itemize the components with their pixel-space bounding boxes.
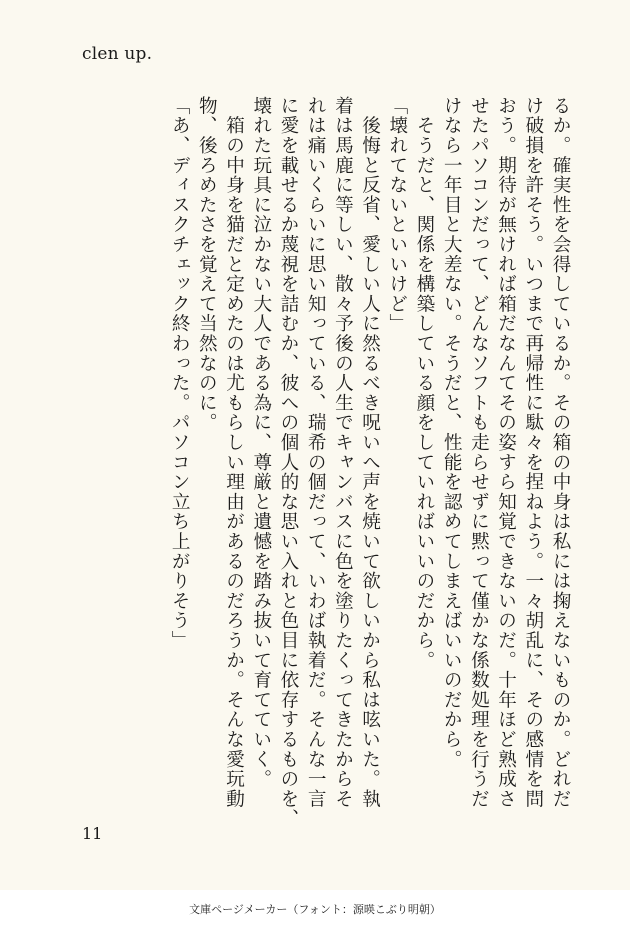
page-number: 11 bbox=[82, 824, 103, 843]
text-column: 壊れた玩具に泣かない大人である為に、尊厳と遺憾を踏み抜いて育てていく。 bbox=[250, 96, 272, 789]
running-header: clen up. bbox=[82, 44, 153, 64]
text-column: るか。確実性を会得しているか。その箱の中身は私には掬えないものか。どれだ bbox=[550, 96, 571, 809]
text-column: そうだと、関係を構築している顔をしていればいいのだから。 bbox=[413, 96, 435, 671]
text-column: おう。期待が無ければ箱だなんてその姿すら知覚できないのだ。十年ほど熟成さ bbox=[495, 96, 517, 809]
text-column: 物、後ろめたさを覚えて当然なのに。 bbox=[196, 96, 218, 433]
text-column: に愛を載せるか蔑視を詰むか、彼への個人的な思い入れと色目に依存するものを、 bbox=[277, 96, 299, 829]
text-column: 「あ、ディスクチェック終わった。パソコン立ち上がりそう」 bbox=[169, 96, 191, 651]
text-column: 後悔と反省、愛しい人に然るべき呪いへ声を焼いて欲しいから私は呟いた。執 bbox=[359, 96, 381, 809]
text-column: れは痛いくらいに思い知っている、瑞希の個だって、いわば執着だ。そんな一言 bbox=[305, 96, 327, 809]
footer-credit: 文庫ページメーカー（フォント：源暎こぶり明朝） bbox=[0, 890, 630, 928]
text-column: け破損を許そう。いつまで再帰性に駄々を捏ねよう。一々胡乱に、その感情を問 bbox=[522, 96, 544, 809]
text-column: せたパソコンだって、どんなソフトも走らせずに黙って僅かな係数処理を行うだ bbox=[468, 96, 490, 809]
text-column: 箱の中身を猫だと定めたのは尤もらしい理由があるのだろうか。そんな愛玩動 bbox=[223, 96, 245, 809]
text-column: けなら一年目と大差ない。そうだと、性能を認めてしまえばいいのだから。 bbox=[441, 96, 463, 770]
text-column: 着は馬鹿に等しい、散々予後の人生でキャンバスに色を塗りたくってきたからそ bbox=[332, 96, 354, 809]
body-text bbox=[166, 96, 574, 829]
text-column: 「壊れてないといいけど」 bbox=[386, 96, 408, 334]
